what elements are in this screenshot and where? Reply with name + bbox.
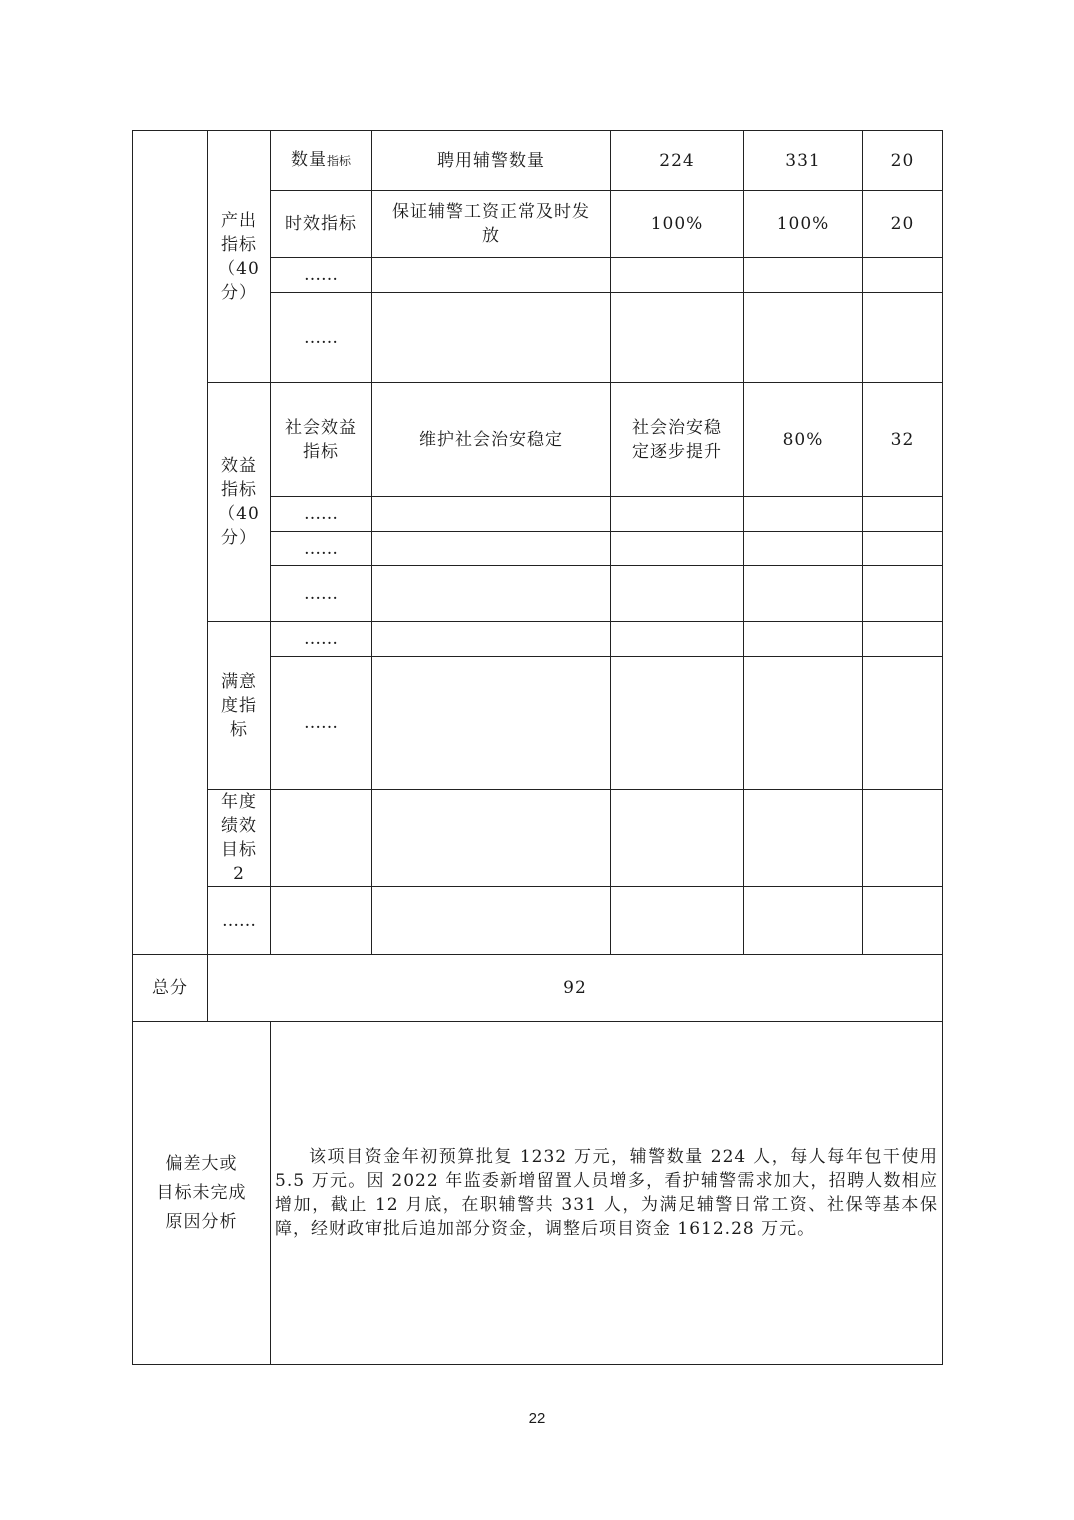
indicator-type: …… [271,497,372,532]
table-row [133,131,943,191]
table-row [133,955,943,1022]
target-value: 100% [611,191,744,258]
benefit-category: 效益 指标 （40 分） [208,383,271,622]
table-row [133,790,943,887]
indicator-type-main: 数量 [290,150,327,170]
indicator-type: …… [271,532,372,566]
performance-table [132,130,943,1365]
indicator-type [271,131,372,191]
table-row [133,622,943,657]
target-value: 224 [611,131,744,191]
goal2-label: 年度 绩效 目标 2 [208,790,271,887]
actual-value: 331 [744,131,863,191]
score-value: 20 [863,131,943,191]
indicator-type: …… [271,293,372,383]
analysis-text: 该项目资金年初预算批复 1232 万元，辅警数量 224 人，每人每年包干使用 5.5 万元。因 2022 年监委新增留置人员增多，看护辅警需求加大，招聘人数相应增加，截止 12 月底，在职辅警共 331 人，为满足辅警日常工资、社保等基本保障，经财政审批后追加部分资金，调整后项目资金 1612.28 万元。 [275,1147,938,1239]
actual-value: 100% [744,191,863,258]
score-value: 32 [863,383,943,497]
indicator-type: 时效指标 [271,191,372,258]
table-row [133,887,943,955]
table-row [133,383,943,497]
indicator-type: …… [271,566,372,622]
indicator-name: 维护社会治安稳定 [372,383,611,497]
indicator-name: 聘用辅警数量 [372,131,611,191]
satisfaction-category: 满意 度指 标 [208,622,271,790]
total-label: 总分 [133,955,208,1022]
analysis-label: 偏差大或 目标未完成 原因分析 [133,1022,271,1365]
output-category: 产出 指标 （40 分） [208,131,271,383]
indicator-name: 保证辅警工资正常及时发 放 [372,191,611,258]
score-value: 20 [863,191,943,258]
indicator-type: 社会效益 指标 [271,383,372,497]
total-score: 92 [208,955,943,1022]
goal1-blank-cell [133,131,208,955]
indicator-type: …… [271,657,372,790]
indicator-type: …… [271,622,372,657]
indicator-type-suffix: 指标 [326,154,351,168]
table-row [133,1022,943,1365]
actual-value: 80% [744,383,863,497]
indicator-type: …… [271,258,372,293]
page-number: 22 [528,1410,546,1427]
target-value: 社会治安稳 定逐步提升 [611,383,744,497]
more-goals-label: …… [208,887,271,955]
